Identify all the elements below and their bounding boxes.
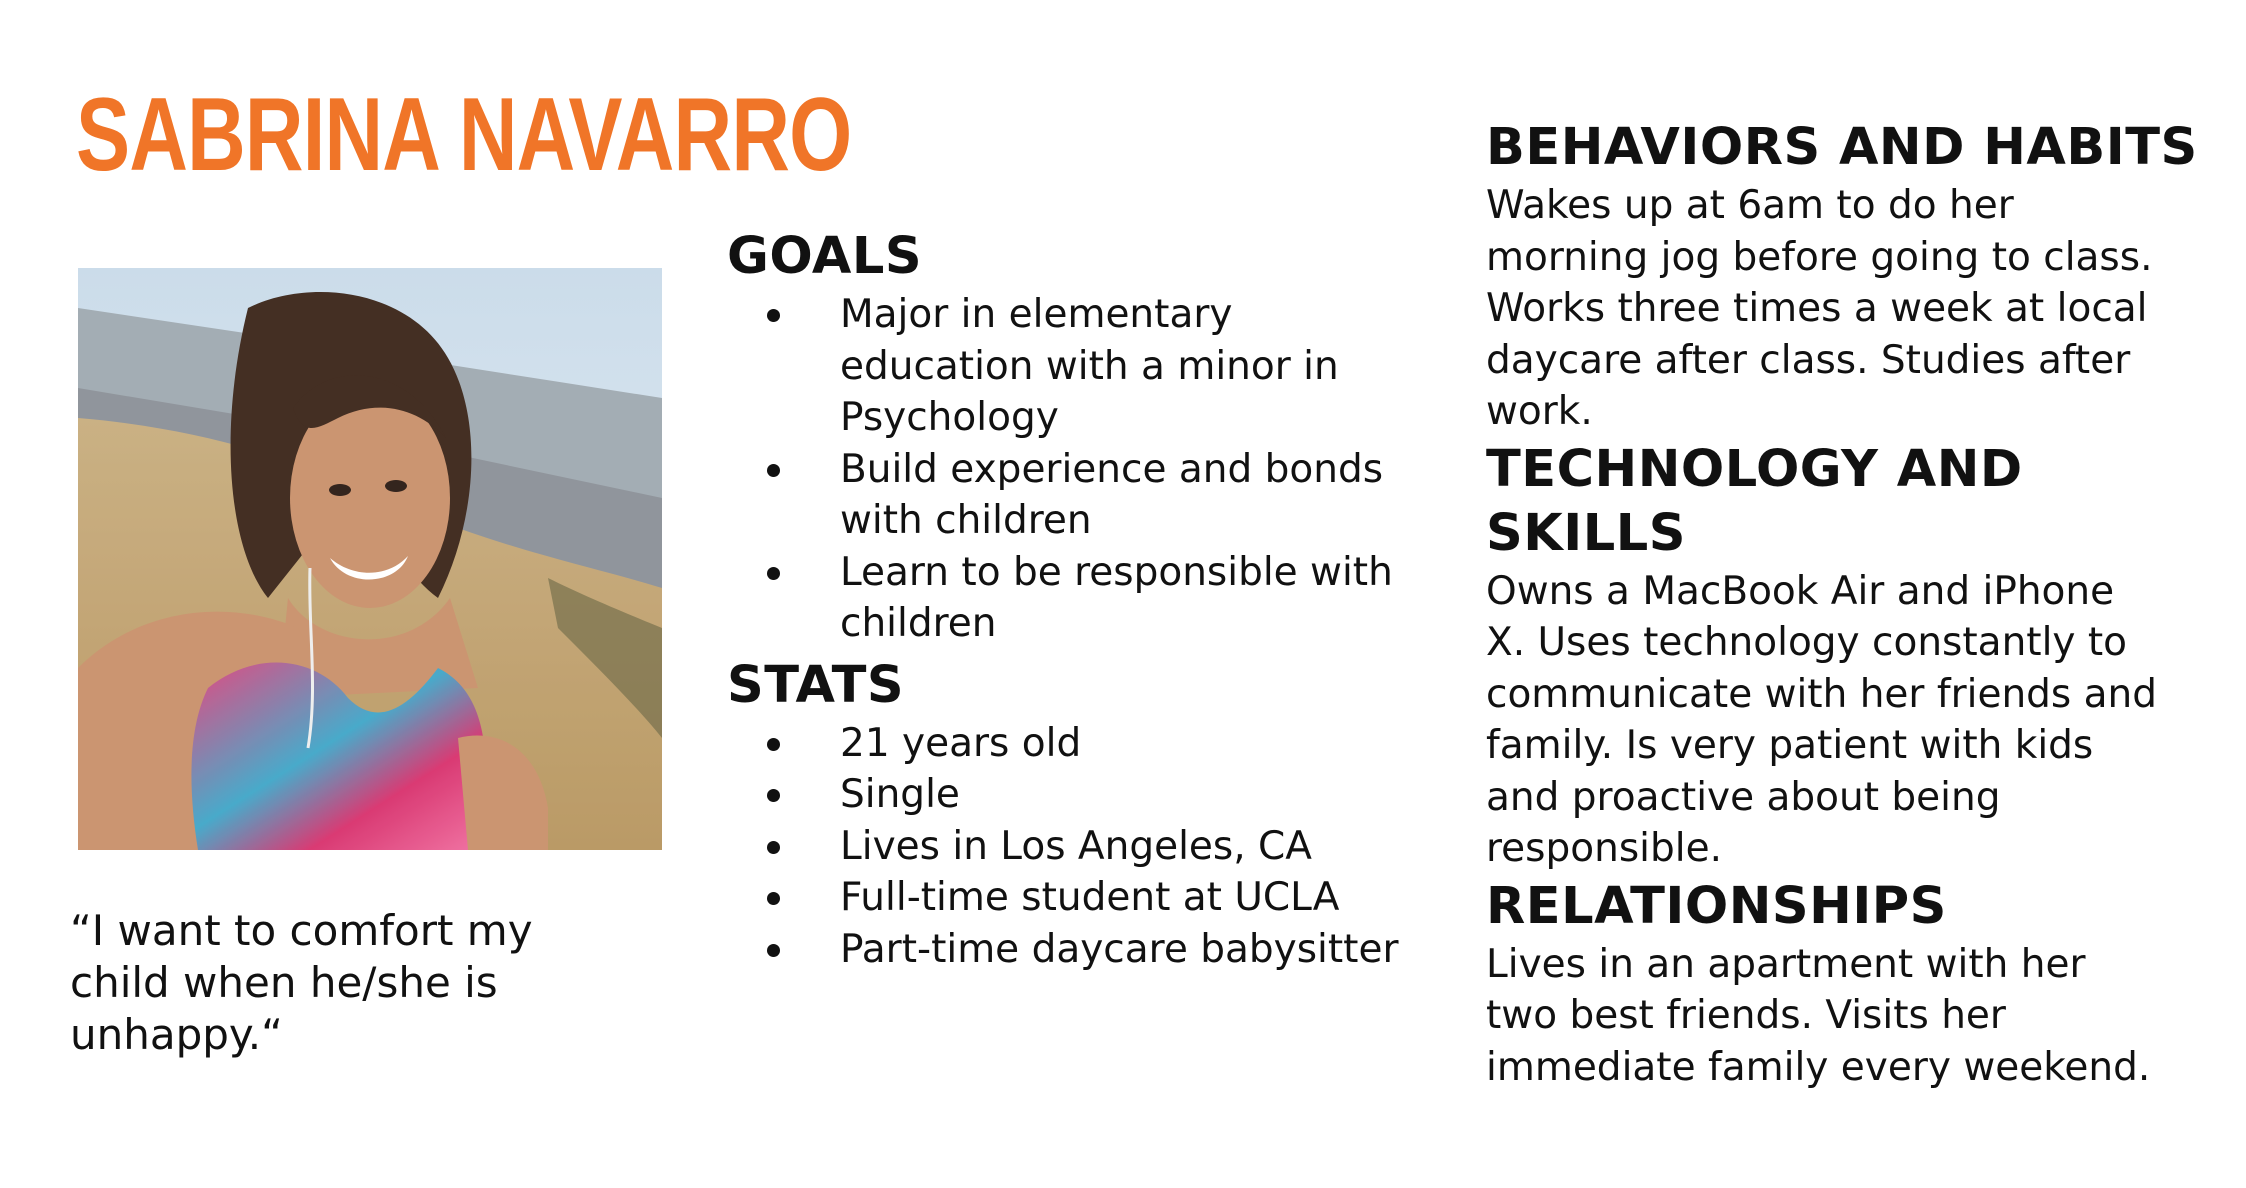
- goals-list: [727, 289, 1427, 650]
- bullet-icon: [767, 309, 780, 322]
- goal-item: [727, 547, 1427, 650]
- technology-heading: TECHNOLOGY AND SKILLS: [1486, 439, 2023, 563]
- bullet-icon: [767, 944, 780, 957]
- stat-text: 21 years old: [840, 720, 1082, 766]
- bullet-icon: [767, 892, 780, 905]
- stat-text: Single: [840, 772, 960, 817]
- stat-text: Full-time student at UCLA: [840, 875, 1340, 920]
- bullet-icon: [767, 789, 780, 802]
- stat-item: [727, 872, 1427, 924]
- stat-item: [727, 924, 1427, 976]
- stat-item: [727, 821, 1427, 873]
- goal-item: [727, 444, 1427, 547]
- persona-quote: “I want to comfort my child when he/she is unhappy.“: [70, 906, 533, 1059]
- stats-heading: STATS: [727, 655, 905, 715]
- relationships-heading: RELATIONSHIPS: [1486, 876, 1947, 936]
- bullet-icon: [767, 841, 780, 854]
- stat-item: [727, 718, 1427, 770]
- details-column: [1486, 116, 2216, 1093]
- stat-item: [727, 769, 1427, 821]
- persona-photo: [78, 268, 662, 850]
- stat-text: Lives in Los Angeles, CA: [840, 823, 1312, 869]
- goal-text: Build experience and bonds with children: [840, 446, 1384, 543]
- bullet-icon: [767, 567, 780, 580]
- behaviors-text: Wakes up at 6am to do her morning jog before going to class. Works three times a week at local daycare after class. Studies after work.: [1486, 183, 2153, 434]
- technology-text: Owns a MacBook Air and iPhone X. Uses technology constantly to communicate with her friends and family. Is very patient with kids and proactive about being responsible.: [1486, 568, 2158, 871]
- bullet-icon: [767, 738, 780, 751]
- goals-stats-column: [727, 225, 1427, 979]
- stats-list: [727, 718, 1427, 976]
- behaviors-heading: BEHAVIORS AND HABITS: [1486, 118, 2198, 177]
- relationships-text: Lives in an apartment with her two best friends. Visits her immediate family every weekend.: [1486, 941, 2151, 1090]
- goal-text: Learn to be responsible with children: [840, 549, 1393, 646]
- goal-text: Major in elementary education with a minor in Psychology: [840, 292, 1339, 440]
- goal-item: [727, 289, 1427, 444]
- goals-heading: GOALS: [727, 227, 923, 286]
- stat-text: Part-time daycare babysitter: [840, 926, 1399, 972]
- persona-name: SABRINA NAVARRO: [76, 77, 852, 193]
- bullet-icon: [767, 464, 780, 477]
